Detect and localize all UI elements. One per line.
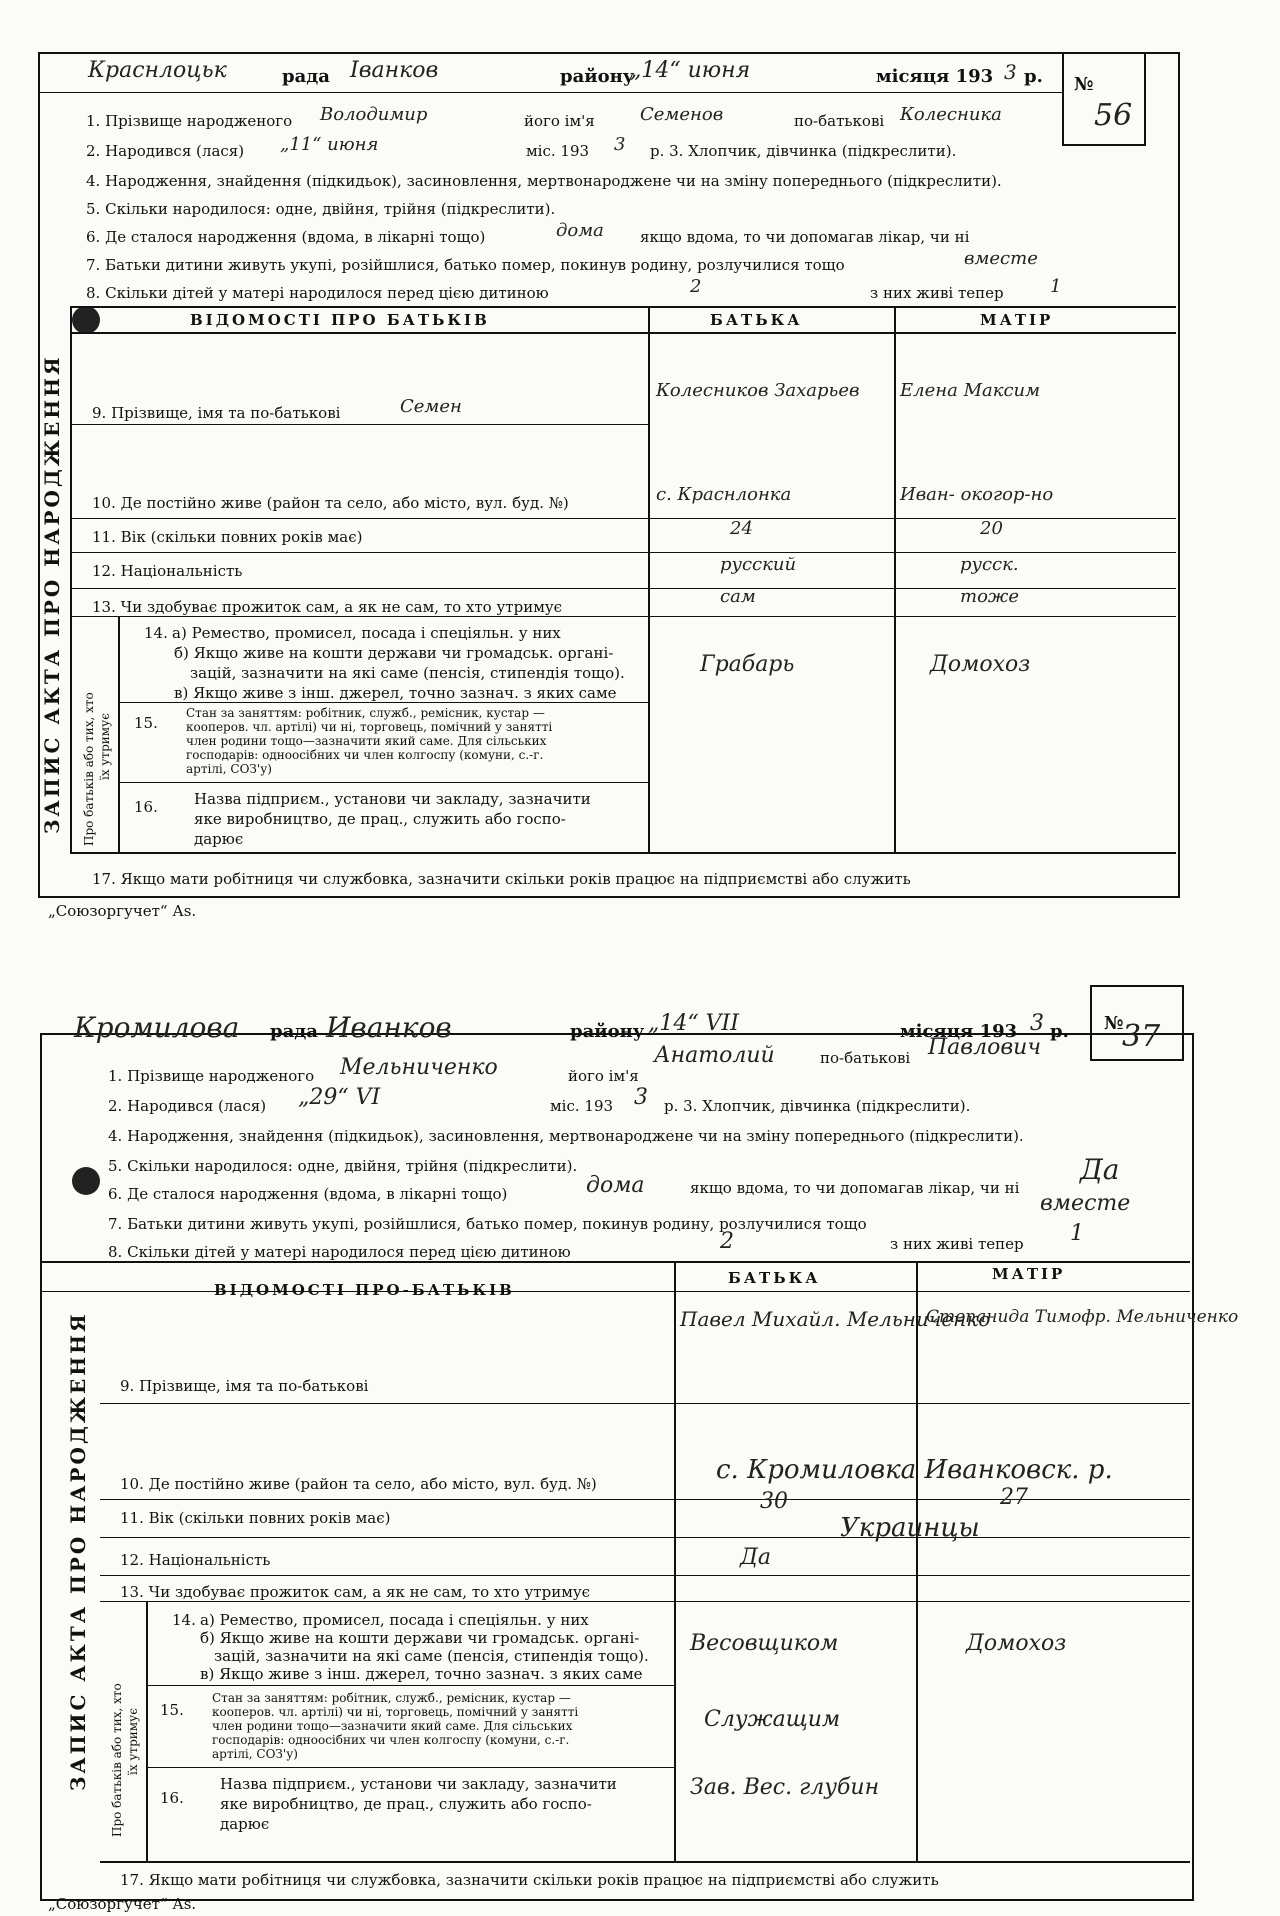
birth-place-label: Де сталося народження (вдома, в лікарні тощо) — [105, 228, 486, 246]
head-mother: МАТІР — [992, 1265, 1066, 1283]
row-num: 11. — [120, 1509, 144, 1527]
row-line — [70, 424, 648, 425]
born-year-digit: 3 — [634, 1085, 648, 1110]
father-residence: с. Краснлонка — [656, 484, 792, 505]
row-8 — [108, 1243, 571, 1261]
row-15-num: 15. — [160, 1701, 184, 1719]
district-label: району — [570, 1021, 645, 1042]
row-4 — [86, 172, 1002, 190]
row-7 — [108, 1215, 867, 1233]
row-15-l1: Стан за заняттям: робітник, служб., ремісник, кустар — — [212, 1691, 571, 1705]
birth-place-value: дома — [586, 1173, 645, 1198]
punch-hole — [72, 1167, 100, 1195]
row-11 — [92, 528, 362, 546]
doctor-label: якщо вдома, то чи допомагав лікар, чи ні — [690, 1179, 1020, 1197]
col-divider-1 — [674, 1261, 676, 1861]
row-14b2: зацій, зазначити на які саме (пенсія, стипендія тощо). — [214, 1647, 649, 1665]
row-line — [100, 1537, 1190, 1538]
father-name: Колесников Захарьев — [656, 380, 860, 401]
age-label: Вік (скільки повних років має) — [120, 528, 363, 546]
row-num: 17. — [92, 870, 116, 888]
row-6 — [86, 228, 485, 246]
father-occupation: Весовщиком — [690, 1631, 839, 1656]
row-5 — [108, 1157, 577, 1175]
patronymic-value: Павлович — [928, 1035, 1042, 1060]
year-suffix: р. — [1050, 1021, 1069, 1042]
row-4 — [108, 1127, 1024, 1145]
parents-status-label: Батьки дитини живуть укупі, розійшлися, батько помер, покинув родину, розлучилися тощо — [105, 256, 845, 274]
row-15-l4: господарів: одноосібних чи член колгоспу (комуни, с.-г. — [212, 1733, 570, 1747]
row-line — [70, 616, 1176, 617]
date-value: „14“ VII — [648, 1011, 739, 1036]
parents-status-value: вместе — [1040, 1191, 1131, 1216]
mother-name: Степанида Тимофр. Мельниченко — [926, 1307, 1239, 1327]
row-15-l3: член родини тощо—зазначити який саме. Для сільських — [186, 734, 547, 748]
side-title: ЗАПИС АКТА ПРО НАРОДЖЕННЯ — [66, 1311, 90, 1791]
row-15-l2: кооперов. чл. артілі) чи ні, торговець, помічний у занятті — [212, 1705, 579, 1719]
father-occupation: Грабарь — [700, 652, 795, 677]
mother-residence: Иван- окогор-но — [900, 484, 1054, 505]
row-num: 7. — [86, 256, 101, 274]
number-label: № — [1104, 1013, 1124, 1034]
born-month-label: міс. 193 — [526, 142, 590, 160]
name-label: його ім'я — [568, 1067, 639, 1085]
number-label: № — [1074, 74, 1094, 95]
row-line — [70, 552, 1176, 553]
doctor-value: Да — [1080, 1153, 1120, 1186]
sex-label: р. 3. Хлопчик, дівчинка (підкреслити). — [664, 1097, 971, 1115]
born-year-digit: 3 — [614, 134, 626, 155]
row-10 — [92, 494, 569, 512]
doctor-label: якщо вдома, то чи допомагав лікар, чи ні — [640, 228, 970, 246]
left-divider — [70, 306, 72, 852]
row-num: 4. — [108, 1127, 123, 1145]
row-num: 4. — [86, 172, 101, 190]
district-value: Иванков — [326, 1011, 452, 1044]
residence-label: Де постійно живе (район та село, або місто, вул. буд. №) — [120, 494, 569, 512]
row-16-l3: дарює — [194, 830, 244, 848]
parents-status-value: вместе — [964, 248, 1038, 269]
father-name: Павел Михайл. Мельниченко — [680, 1307, 991, 1331]
row-15-l4: господарів: одноосібних чи член колгоспу (комуни, с.-г. — [186, 748, 544, 762]
row-14c: в) Якщо живе з інш. джерел, точно зазнач. з яких саме — [174, 684, 617, 702]
birth-type-label: Народження, знайдення (підкидьок), засиновлення, мертвонароджене чи на зміну попереднього (підкреслити). — [105, 172, 1002, 190]
row-16-l1: Назва підприєм., установи чи закладу, зазначити — [220, 1775, 617, 1793]
parents-status-label: Батьки дитини живуть укупі, розійшлися, батько помер, покинув родину, розлучилися тощо — [127, 1215, 867, 1233]
row-15-l3: член родини тощо—зазначити який саме. Для сільських — [212, 1719, 573, 1733]
birth-place-value: дома — [556, 220, 604, 241]
table-head-bottom — [70, 332, 1176, 334]
district-value: Іванков — [350, 58, 439, 83]
table-top — [70, 306, 1176, 308]
mother-age: 27 — [1000, 1485, 1028, 1510]
mother-work-label: Якщо мати робітниця чи службовка, зазначити скільки років працює на підприємстві або служить — [148, 1871, 939, 1889]
birth-record-form-1 — [0, 0, 1280, 920]
birth-place-label: Де сталося народження (вдома, в лікарні тощо) — [127, 1185, 508, 1203]
row-num: 12. — [92, 562, 116, 580]
row-14b2: зацій, зазначити на які саме (пенсія, стипендія тощо). — [190, 664, 625, 682]
sex-label: р. 3. Хлопчик, дівчинка (підкреслити). — [650, 142, 957, 160]
patronymic-label: по-батькові — [794, 112, 885, 130]
row-14a: а) Ремество, промисел, посада і спеціяльн. у них — [200, 1611, 589, 1629]
nationality-label: Національність — [120, 562, 243, 580]
side-title: ЗАПИС АКТА ПРО НАРОДЖЕННЯ — [40, 354, 64, 834]
date-value: „14“ июня — [630, 58, 751, 83]
mother-occupation: Домохоз — [966, 1631, 1067, 1656]
year-suffix: р. — [1024, 66, 1043, 87]
row-num: 5. — [108, 1157, 123, 1175]
alive-value: 1 — [1070, 1221, 1084, 1246]
punch-hole — [72, 306, 100, 334]
row-num: 8. — [108, 1243, 123, 1261]
father-nationality: русский — [720, 554, 797, 575]
row-6 — [108, 1185, 507, 1203]
row-14c: в) Якщо живе з інш. джерел, точно зазнач. з яких саме — [200, 1665, 643, 1683]
sub-divider — [146, 1601, 148, 1861]
rada-value: Краснлоцьк — [88, 58, 227, 83]
month-label: місяця 193 — [876, 66, 994, 87]
livelihood-label: Чи здобуває прожиток сам, а як не сам, то хто утримує — [148, 1583, 591, 1601]
row-line — [146, 1767, 674, 1768]
children-count-label: Скільки дітей у матері народилося перед цією дитиною — [127, 1243, 571, 1261]
side-subtitle-1: Про батьків або тих, хто — [110, 1683, 124, 1837]
row-num: 9. — [92, 404, 107, 422]
row-num: 9. — [120, 1377, 135, 1395]
row-15-l5: артілі, СОЗ'у) — [212, 1747, 298, 1761]
nationality-label: Національність — [148, 1551, 271, 1569]
surname-value: Мельниченко — [340, 1055, 498, 1080]
side-subtitle-1: Про батьків або тих, хто — [82, 692, 96, 846]
child-first-name: Семен — [400, 396, 462, 417]
surname-label: Прізвище народженого — [127, 1067, 315, 1085]
row-13 — [120, 1583, 590, 1601]
father-nationality: Украинцы — [840, 1513, 980, 1543]
surname-value: Володимир — [320, 104, 428, 125]
row-num: 6. — [108, 1185, 123, 1203]
surname-label: Прізвище народженого — [105, 112, 293, 130]
month-label: місяця 193 — [900, 1021, 1018, 1042]
col-divider-2 — [894, 306, 896, 852]
alive-label: з них живі тепер — [890, 1235, 1024, 1253]
side-subtitle-2: їх утримує — [126, 1708, 140, 1775]
row-12 — [120, 1551, 270, 1569]
alive-label: з них живі тепер — [870, 284, 1004, 302]
livelihood-label: Чи здобуває прожиток сам, а як не сам, то хто утримує — [120, 598, 563, 616]
row-14-num: 14. — [172, 1611, 196, 1629]
row-num: 5. — [86, 200, 101, 218]
parent-name-label: Прізвище, імя та по-батькові — [111, 404, 341, 422]
row-num: 1. — [86, 112, 101, 130]
row-16-l1: Назва підприєм., установи чи закладу, зазначити — [194, 790, 591, 808]
row-num: 2. — [86, 142, 101, 160]
row-11 — [120, 1509, 390, 1527]
row-2 — [86, 142, 244, 160]
row-line — [100, 1601, 1190, 1602]
row-1 — [86, 112, 292, 130]
head-father: БАТЬКА — [728, 1269, 821, 1287]
row-16-l2: яке виробництво, де прац., служить або госпо- — [194, 810, 566, 828]
row-14a: а) Ремество, промисел, посада і спеціяльн. у них — [172, 624, 561, 642]
row-num: 6. — [86, 228, 101, 246]
row-num: 8. — [86, 284, 101, 302]
row-num: 7. — [108, 1215, 123, 1233]
row-num: 2. — [108, 1097, 123, 1115]
name-value: Анатолий — [654, 1043, 775, 1068]
row-14b: б) Якщо живе на кошти держави чи громадськ. органі- — [200, 1629, 640, 1647]
row-2 — [108, 1097, 266, 1115]
row-10 — [120, 1475, 597, 1493]
row-7 — [86, 256, 845, 274]
row-8 — [86, 284, 549, 302]
row-16-num: 16. — [134, 798, 158, 816]
row-9 — [92, 404, 340, 422]
multiplicity-label: Скільки народилося: одне, двійня, трійня (підкреслити). — [105, 200, 556, 218]
row-14b: б) Якщо живе на кошти держави чи громадськ. органі- — [174, 644, 614, 662]
row-5 — [86, 200, 555, 218]
alive-value: 1 — [1050, 276, 1062, 297]
row-line — [70, 518, 1176, 519]
father-livelihood: сам — [720, 586, 756, 607]
header-underline — [38, 92, 1062, 93]
row-15-num: 15. — [134, 714, 158, 732]
row-num: 17. — [120, 1871, 144, 1889]
row-line — [118, 782, 648, 783]
mother-name: Елена Максим — [900, 380, 1041, 401]
children-count-value: 2 — [690, 276, 702, 297]
children-count-label: Скільки дітей у матері народилося перед цією дитиною — [105, 284, 549, 302]
mother-age: 20 — [980, 518, 1003, 539]
row-num: 13. — [120, 1583, 144, 1601]
row-num: 11. — [92, 528, 116, 546]
row-14-num: 14. — [144, 624, 168, 642]
footer-printer: „Союзоргучет“ Аs. — [48, 1895, 197, 1913]
name-value: Семенов — [640, 104, 724, 125]
rada-label: рада — [282, 66, 330, 87]
born-date-value: „29“ VI — [298, 1085, 381, 1110]
row-16-l2: яке виробництво, де прац., служить або госпо- — [220, 1795, 592, 1813]
head-info: ВІДОМОСТІ ПРО-БАТЬКІВ — [214, 1281, 515, 1299]
patronymic-value: Колесника — [900, 104, 1002, 125]
table-head-bottom — [40, 1291, 1190, 1292]
row-num: 10. — [120, 1475, 144, 1493]
name-label: його ім'я — [524, 112, 595, 130]
row-16-l3: дарює — [220, 1815, 270, 1833]
mother-nationality: русск. — [960, 554, 1019, 575]
col-divider-2 — [916, 1261, 918, 1861]
head-info: ВІДОМОСТІ ПРО БАТЬКІВ — [190, 311, 490, 329]
patronymic-label: по-батькові — [820, 1049, 911, 1067]
parent-name-label: Прізвище, імя та по-батькові — [139, 1377, 369, 1395]
row-line — [118, 702, 648, 703]
footer-printer: „Союзоргучет“ Аs. — [48, 902, 197, 920]
rada-value: Кромиловa — [74, 1011, 240, 1044]
sub-divider — [118, 616, 120, 852]
col-divider-1 — [648, 306, 650, 852]
table-bottom — [70, 852, 1176, 854]
children-count-value: 2 — [720, 1229, 734, 1254]
birth-record-form-2 — [0, 985, 1280, 1916]
row-15-l1: Стан за заняттям: робітник, служб., ремісник, кустар — — [186, 706, 545, 720]
multiplicity-label: Скільки народилося: одне, двійня, трійня (підкреслити). — [127, 1157, 578, 1175]
row-17 — [92, 870, 911, 888]
mother-livelihood: тоже — [960, 586, 1020, 607]
head-mother: МАТІР — [980, 311, 1054, 329]
row-15-l2: кооперов. чл. артілі) чи ні, торговець, помічний у занятті — [186, 720, 553, 734]
born-label: Народився (лася) — [127, 1097, 267, 1115]
born-month-label: міс. 193 — [550, 1097, 614, 1115]
row-17 — [120, 1871, 939, 1889]
row-num: 12. — [120, 1551, 144, 1569]
row-12 — [92, 562, 242, 580]
father-status: Служащим — [704, 1707, 841, 1732]
head-father: БАТЬКА — [710, 311, 803, 329]
row-num: 10. — [92, 494, 116, 512]
father-age: 24 — [730, 518, 753, 539]
side-subtitle-2: їх утримує — [98, 713, 112, 780]
district-label: району — [560, 66, 635, 87]
father-age: 30 — [760, 1489, 788, 1514]
father-residence: с. Кромиловка Иванковск. р. — [716, 1455, 1113, 1485]
father-livelihood: Да — [740, 1545, 772, 1570]
age-label: Вік (скільки повних років має) — [148, 1509, 391, 1527]
birth-type-label: Народження, знайдення (підкидьок), засиновлення, мертвонароджене чи на зміну попереднього (підкреслити). — [127, 1127, 1024, 1145]
row-num: 13. — [92, 598, 116, 616]
father-workplace: Зав. Вес. глубин — [690, 1775, 880, 1800]
record-number: 37 — [1122, 1019, 1161, 1054]
year-digit: 3 — [1030, 1011, 1044, 1036]
row-line — [100, 1575, 1190, 1576]
table-bottom — [100, 1861, 1190, 1863]
row-line — [100, 1403, 1190, 1404]
residence-label: Де постійно живе (район та село, або місто, вул. буд. №) — [148, 1475, 597, 1493]
row-line — [146, 1685, 674, 1686]
row-15-l5: артілі, СОЗ'у) — [186, 762, 272, 776]
row-num: 1. — [108, 1067, 123, 1085]
record-number: 56 — [1094, 98, 1133, 133]
row-9 — [120, 1377, 368, 1395]
born-date-value: „11“ июня — [280, 134, 379, 155]
born-label: Народився (лася) — [105, 142, 245, 160]
rada-label: рада — [270, 1021, 318, 1042]
row-1 — [108, 1067, 314, 1085]
table-top — [40, 1261, 1190, 1263]
year-digit: 3 — [1004, 60, 1017, 84]
mother-work-label: Якщо мати робітниця чи службовка, зазначити скільки років працює на підприємстві або служить — [120, 870, 911, 888]
row-16-num: 16. — [160, 1789, 184, 1807]
mother-occupation: Домохоз — [930, 652, 1031, 677]
row-13 — [92, 598, 562, 616]
